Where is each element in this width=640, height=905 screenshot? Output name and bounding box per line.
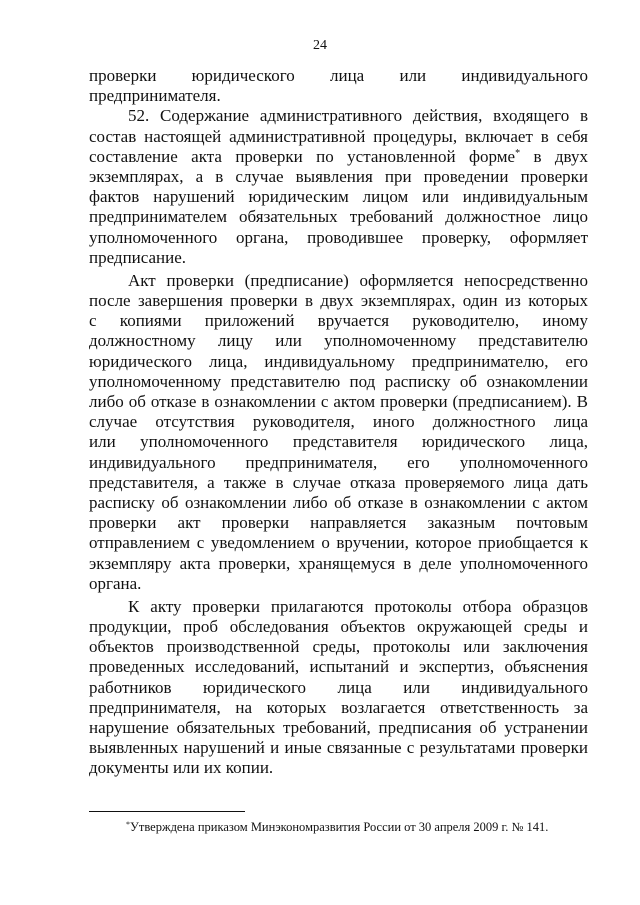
body-text — [89, 66, 588, 779]
text-line: органа. — [89, 573, 142, 593]
text-line: предписание. — [89, 247, 187, 267]
text-line: уполномоченного органа, проводившее проверку, оформляет — [89, 227, 588, 247]
footnote — [126, 820, 548, 835]
text-line: должностному лицу или уполномоченному представителю — [89, 331, 588, 351]
text-line: работников юридического лица или индивидуального — [89, 677, 588, 697]
text-line: представителя, а также в случае отказа проверяемого лица дать — [89, 472, 588, 492]
text-line: объектов производственной среды, протоколы или заключения — [89, 637, 588, 657]
text-line: проверки акт проверки направляется заказным почтовым — [89, 513, 588, 533]
text-line: после завершения проверки в двух экземплярах, один из которых — [89, 291, 588, 311]
text-line: состав настоящей административной процедуры, включает в себя — [89, 126, 588, 146]
text-line: предпринимателем обязательных требований должностное лицо — [89, 207, 588, 227]
text-line: документы или их копии. — [89, 758, 274, 778]
footnote-text: Утверждена приказом Минэкономразвития России от 30 апреля 2009 г. № 141. — [130, 820, 549, 834]
paragraph-first-line: Акт проверки (предписание) оформляется непосредственно — [128, 270, 588, 290]
text-line: предпринимателя, на которых возлагается ответственность за — [89, 697, 588, 717]
footnote-separator — [89, 811, 245, 812]
text-line: случае отсутствия руководителя, иного должностного лица — [89, 412, 588, 432]
text-line: нарушение обязательных требований, предписания об устранении — [89, 718, 588, 737]
text-line-with-footnote-ref — [89, 147, 588, 167]
text-fragment: составление акта проверки по установленной форме — [89, 146, 516, 166]
text-line: экземплярах, а в случае выявления при проведении проверки — [89, 166, 588, 186]
text-line: фактов нарушений юридическим лицом или индивидуальным — [89, 187, 588, 207]
text-line: проверки юридического лица или индивидуального — [89, 66, 588, 85]
footnote-marker: * — [126, 820, 130, 829]
text-fragment: в двух — [533, 146, 588, 166]
text-line: юридического лица, индивидуальному предпринимателю, его — [89, 351, 588, 371]
text-line: индивидуального предпринимателя, его уполномоченного — [89, 452, 588, 472]
text-line: экземпляру акта проверки, хранящемуся в деле уполномоченного — [89, 553, 588, 573]
text-line: продукции, проб обследования объектов окружающей среды и — [89, 617, 588, 637]
paragraph-52-first-line: 52. Содержание административного действия, входящего в — [128, 106, 588, 126]
page-number: 24 — [313, 38, 327, 53]
text-line: расписку об ознакомлении либо об отказе в ознакомлении с актом — [89, 492, 588, 512]
text-line: с копиями приложений вручается руководителю, иному — [89, 311, 588, 331]
text-line: или уполномоченного представителя юридического лица, — [89, 432, 588, 452]
paragraph-first-line: К акту проверки прилагаются протоколы отбора образцов — [128, 596, 588, 616]
text-line: проведенных исследований, испытаний и экспертиз, объяснения — [89, 657, 588, 677]
text-line: предпринимателя. — [89, 86, 221, 106]
footnote-reference: * — [515, 147, 521, 159]
text-line: уполномоченному представителю под расписку об ознакомлении — [89, 371, 588, 391]
text-line: отправлением с уведомлением о вручении, которое приобщается к — [89, 533, 588, 553]
text-line: либо об отказе в ознакомлении с актом проверки (предписанием). В — [89, 392, 588, 411]
text-line: выявленных нарушений и иные связанные с результатами проверки — [89, 738, 588, 758]
